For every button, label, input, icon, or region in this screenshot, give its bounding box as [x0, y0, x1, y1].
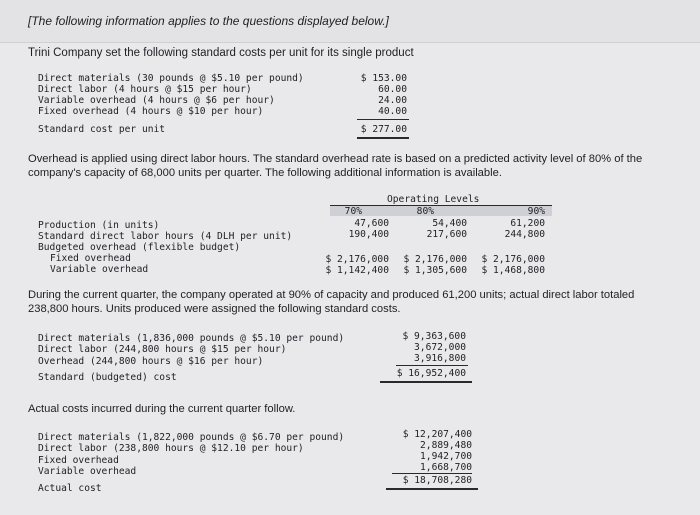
assigned-total-amount: $ 16,952,400	[396, 368, 466, 379]
assigned-row-amount: $ 9,363,600	[402, 331, 466, 342]
std-row-amount: $ 153.00	[360, 73, 407, 84]
op-cell: $ 2,176,000	[403, 254, 467, 265]
op-row-label: Standard direct labor hours (4 DLH per unit)	[38, 231, 293, 242]
op-row-label: Fixed overhead	[50, 253, 131, 264]
overhead-paragraph: Overhead is applied using direct labor hours. The standard overhead rate is based on a predicted activity level of 80% of the company's capacity of 68,000 units per quarter. The following additional information is available.	[28, 153, 643, 179]
std-row-label: Direct materials (30 pounds @ $5.10 per pound)	[38, 73, 304, 84]
std-total-label: Standard cost per unit	[38, 124, 166, 135]
divider	[357, 119, 409, 120]
std-row-amount: 40.00	[378, 106, 407, 117]
intro-note: [The following information applies to the questions displayed below.]	[28, 14, 389, 28]
op-cell: 244,800	[504, 229, 545, 240]
assigned-row-amount: 3,916,800	[414, 353, 466, 364]
divider	[330, 205, 552, 206]
actual-total-label: Actual cost	[38, 483, 102, 494]
actual-row-amount: $ 12,207,400	[402, 429, 472, 440]
intro-line: Trini Company set the following standard costs per unit for its single product	[28, 47, 414, 59]
op-cell: 61,200	[510, 218, 545, 229]
op-cell: $ 2,176,000	[325, 254, 389, 265]
assigned-row-label: Direct labor (244,800 hours @ $15 per hour)	[38, 344, 287, 355]
op-row-label: Production (in units)	[38, 220, 160, 231]
assigned-total-label: Standard (budgeted) cost	[38, 372, 177, 383]
std-row-label: Fixed overhead (4 hours @ $10 per hour)	[38, 106, 264, 117]
divider	[392, 473, 472, 474]
op-row-label: Variable overhead	[50, 264, 149, 275]
actual-row-amount: 2,889,480	[420, 440, 472, 451]
double-underline	[357, 137, 409, 139]
divider	[396, 365, 468, 366]
assigned-row-label: Overhead (244,800 hours @ $16 per hour)	[38, 356, 264, 367]
actual-row-label: Direct labor (238,800 hours @ $12.10 per hour)	[38, 443, 304, 454]
double-underline	[380, 381, 472, 383]
actual-row-label: Fixed overhead	[38, 455, 119, 466]
actual-row-amount: 1,942,700	[420, 451, 472, 462]
level-80-header: 80%	[416, 206, 434, 217]
level-90-header: 90%	[527, 206, 545, 217]
actual-total-amount: $ 18,708,280	[402, 475, 472, 486]
level-header-shade	[330, 206, 552, 216]
op-cell: 190,400	[348, 229, 389, 240]
op-cell: $ 1,305,600	[403, 265, 467, 276]
op-cell: 54,400	[432, 218, 467, 229]
actual-row-amount: 1,668,700	[420, 462, 472, 473]
std-total-amount: $ 277.00	[360, 124, 407, 135]
op-cell: 217,600	[426, 229, 467, 240]
op-cell: 47,600	[354, 218, 389, 229]
op-row-label: Budgeted overhead (flexible budget)	[38, 242, 241, 253]
std-row-label: Variable overhead (4 hours @ $6 per hour)	[38, 95, 275, 106]
actual-intro: Actual costs incurred during the current quarter follow.	[28, 403, 296, 415]
assigned-row-amount: 3,672,000	[414, 342, 466, 353]
assigned-row-label: Direct materials (1,836,000 pounds @ $5.10 per pound)	[38, 333, 345, 344]
actual-row-label: Variable overhead	[38, 466, 137, 477]
level-70-header: 70%	[344, 206, 362, 217]
std-row-amount: 60.00	[378, 84, 407, 95]
actual-row-label: Direct materials (1,822,000 pounds @ $6.70 per pound)	[38, 432, 345, 443]
std-row-amount: 24.00	[378, 95, 407, 106]
op-cell: $ 1,468,800	[481, 265, 545, 276]
double-underline	[386, 488, 478, 490]
operating-levels-heading: Operating Levels	[387, 194, 480, 205]
std-row-label: Direct labor (4 hours @ $15 per hour)	[38, 84, 252, 95]
current-quarter-paragraph: During the current quarter, the company operated at 90% of capacity and produced 61,200 units; actual direct labor totaled 238,800 hours. Units produced were assigned the following standard costs.	[28, 289, 635, 315]
op-cell: $ 2,176,000	[481, 254, 545, 265]
op-cell: $ 1,142,400	[325, 265, 389, 276]
